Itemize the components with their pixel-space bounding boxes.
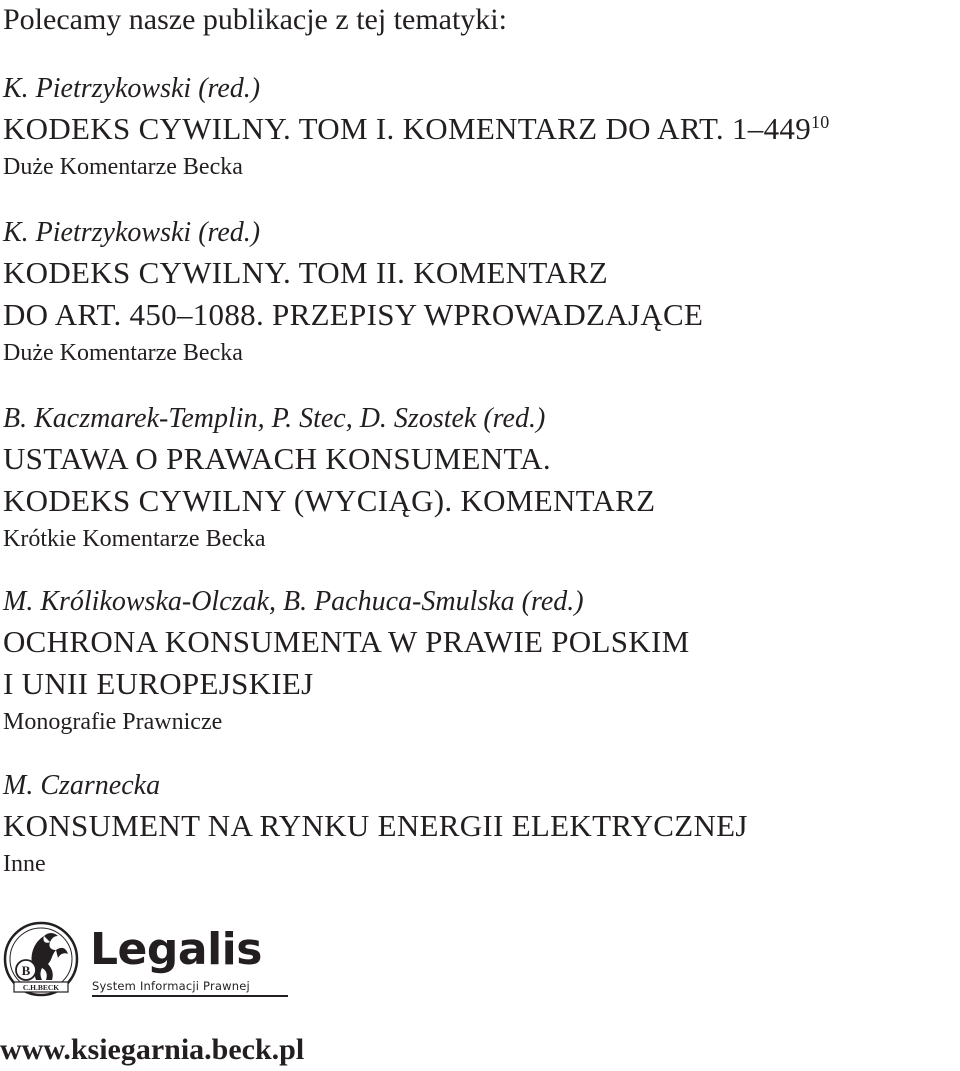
griffin-seal-icon <box>2 920 80 998</box>
publication-series: Duże Komentarze Becka <box>3 154 243 180</box>
publication-title: KONSUMENT NA RYNKU ENERGII ELEKTRYCZNEJ <box>3 808 748 843</box>
publication-title-line-2: KODEKS CYWILNY (WYCIĄG). KOMENTARZ <box>3 483 656 518</box>
publication-item <box>3 767 953 881</box>
page-heading: Polecamy nasze publikacje z tej tematyki: <box>3 3 507 36</box>
publication-title-line-2: I UNII EUROPEJSKIEJ <box>3 666 314 701</box>
publication-title <box>3 108 953 150</box>
publication-author: M. Czarnecka <box>3 770 161 801</box>
publication-series: Duże Komentarze Becka <box>3 340 243 366</box>
legalis-logo[interactable] <box>2 920 302 1004</box>
publication-item <box>3 400 953 556</box>
publication-title-line-1: KODEKS CYWILNY. TOM II. KOMENTARZ <box>3 255 609 290</box>
publication-author: M. Królikowska-Olczak, B. Pachuca-Smulska (red.) <box>3 586 584 617</box>
publication-series: Inne <box>3 851 46 877</box>
publication-item <box>3 583 953 739</box>
publication-title-line-1: OCHRONA KONSUMENTA W PRAWIE POLSKIM <box>3 624 690 659</box>
publication-title-line-2: DO ART. 450–1088. PRZEPISY WPROWADZAJĄCE <box>3 297 704 332</box>
publication-author: B. Kaczmarek-Templin, P. Stec, D. Szostek (red.) <box>3 403 546 434</box>
seal-letter: B <box>21 963 31 978</box>
publication-item <box>3 214 953 370</box>
logo-wordmark: Legalis <box>90 924 262 975</box>
publication-title-text: KODEKS CYWILNY. TOM I. KOMENTARZ DO ART. 1–449 <box>3 111 811 146</box>
website-link[interactable]: www.ksiegarnia.beck.pl <box>0 1033 305 1066</box>
publication-title-line-1: USTAWA O PRAWACH KONSUMENTA. <box>3 441 551 476</box>
publication-series: Krótkie Komentarze Becka <box>3 526 266 552</box>
logo-tagline: System Informacji Prawnej <box>92 978 288 997</box>
publication-author: K. Pietrzykowski (red.) <box>3 73 261 104</box>
publication-title-superscript: 10 <box>811 112 830 132</box>
publication-item <box>3 70 953 184</box>
publication-author: K. Pietrzykowski (red.) <box>3 217 261 248</box>
publication-series: Monografie Prawnicze <box>3 709 223 735</box>
seal-text: C.H.BECK <box>22 983 60 992</box>
